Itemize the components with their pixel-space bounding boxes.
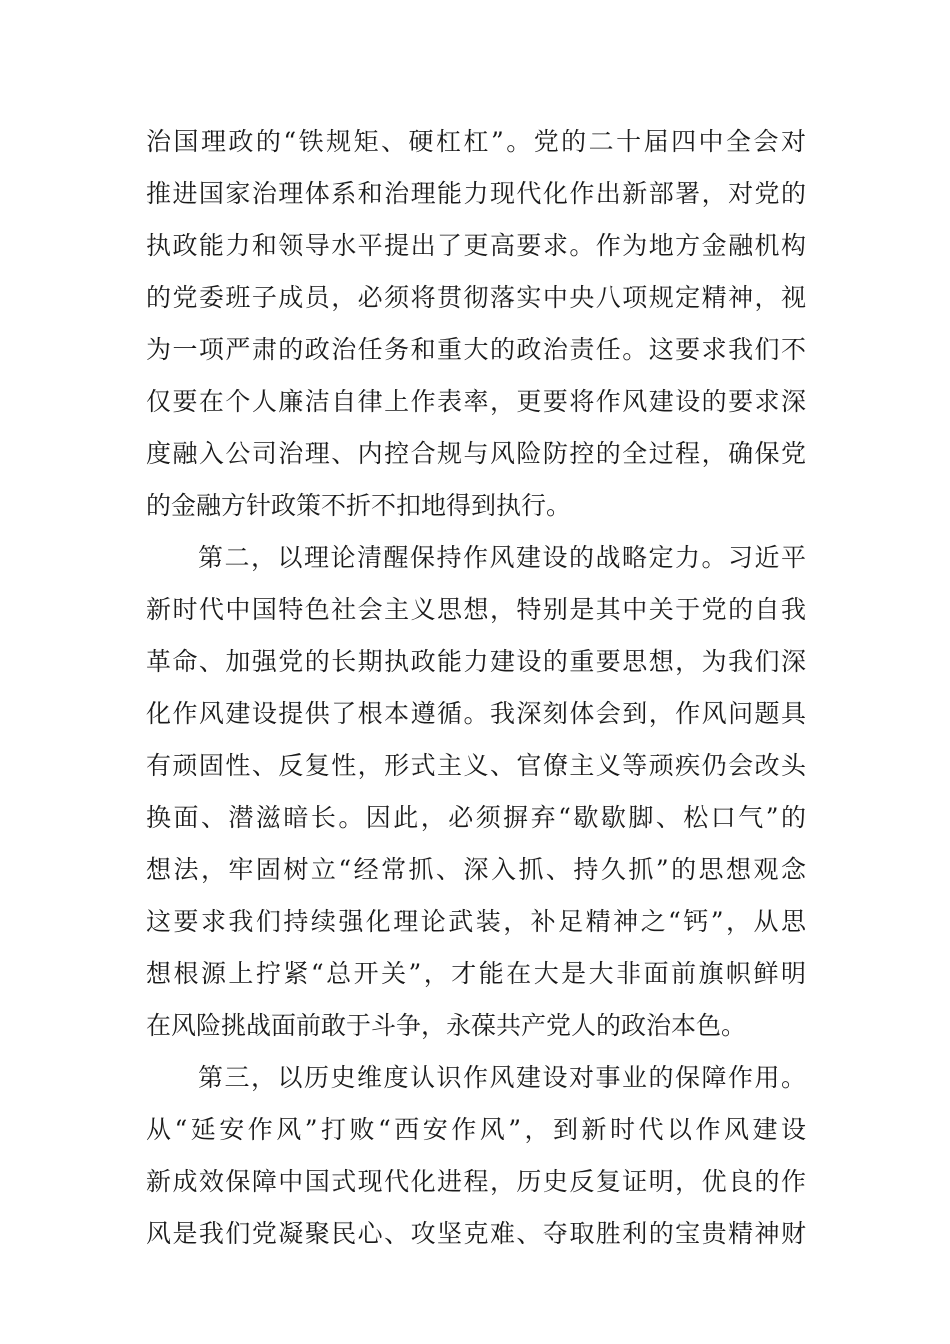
paragraph-start-line: 第二，以理论清醒保持作风建设的战略定力。习近平 <box>198 543 806 572</box>
text-line: 革命、加强党的长期执政能力建设的重要思想，为我们深 <box>146 647 806 676</box>
text-line: 为一项严肃的政治任务和重大的政治责任。这要求我们不 <box>146 335 806 364</box>
text-line: 化作风建设提供了根本遵循。我深刻体会到，作风问题具 <box>146 699 806 728</box>
text-line: 执政能力和领导水平提出了更高要求。作为地方金融机构 <box>146 231 806 260</box>
text-line: 风是我们党凝聚民心、攻坚克难、夺取胜利的宝贵精神财 <box>146 1219 806 1248</box>
text-line: 度融入公司治理、内控合规与风险防控的全过程，确保党 <box>146 439 806 468</box>
text-line: 新时代中国特色社会主义思想，特别是其中关于党的自我 <box>146 595 806 624</box>
text-line: 从“延安作风”打败“西安作风”，到新时代以作风建设 <box>146 1115 806 1144</box>
text-line: 有顽固性、反复性，形式主义、官僚主义等顽疾仍会改头 <box>146 751 806 780</box>
text-line: 的党委班子成员，必须将贯彻落实中央八项规定精神，视 <box>146 283 806 312</box>
text-line: 这要求我们持续强化理论武装，补足精神之“钙”，从思 <box>146 907 806 936</box>
text-line: 换面、潜滋暗长。因此，必须摒弃“歇歇脚、松口气”的 <box>146 803 806 832</box>
text-line: 仅要在个人廉洁自律上作表率，更要将作风建设的要求深 <box>146 387 806 416</box>
text-line: 在风险挑战面前敢于斗争，永葆共产党人的政治本色。 <box>146 1011 747 1040</box>
text-line: 的金融方针政策不折不扣地得到执行。 <box>146 491 572 520</box>
text-line: 治国理政的“铁规矩、硬杠杠”。党的二十届四中全会对 <box>146 127 806 156</box>
paragraph-start-line: 第三，以历史维度认识作风建设对事业的保障作用。 <box>198 1063 806 1092</box>
text-line: 新成效保障中国式现代化进程，历史反复证明，优良的作 <box>146 1167 806 1196</box>
text-line: 推进国家治理体系和治理能力现代化作出新部署，对党的 <box>146 179 806 208</box>
text-line: 想根源上拧紧“总开关”，才能在大是大非面前旗帜鲜明 <box>146 959 806 988</box>
text-line: 想法，牢固树立“经常抓、深入抓、持久抓”的思想观念 <box>146 855 806 884</box>
